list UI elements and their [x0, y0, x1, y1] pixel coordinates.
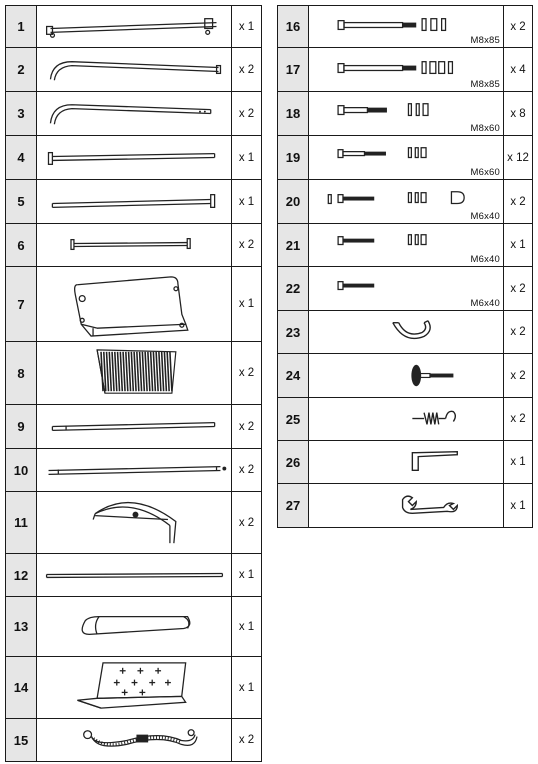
table-row	[6, 657, 262, 719]
frame-tube-icon	[37, 6, 232, 48]
bent-tube-icon	[37, 48, 232, 92]
part-quantity: x 2	[232, 719, 262, 762]
part-number: 25	[278, 398, 309, 441]
strap-icon	[37, 719, 232, 762]
part-quantity: x 8	[504, 92, 533, 136]
table-row	[278, 92, 533, 136]
part-quantity: x 2	[232, 342, 262, 405]
bolt-cap-nut-icon	[309, 180, 504, 224]
part-quantity: x 2	[232, 449, 262, 492]
table-row	[278, 180, 533, 224]
part-number: 4	[6, 136, 37, 180]
table-row	[278, 311, 533, 354]
pillow-icon	[37, 597, 232, 657]
part-number: 22	[278, 267, 309, 311]
part-number: 21	[278, 224, 309, 267]
part-quantity: x 1	[232, 597, 262, 657]
part-number: 9	[6, 405, 37, 449]
part-number: 8	[6, 342, 37, 405]
bolt-size-label: M8x85	[470, 79, 500, 90]
short-bar-icon	[37, 224, 232, 267]
straight-tube-flange-icon	[37, 180, 232, 224]
seat-frame-icon	[37, 267, 232, 342]
table-row	[6, 48, 262, 92]
table-row	[278, 441, 533, 484]
part-number: 20	[278, 180, 309, 224]
parts-table-right	[277, 5, 533, 528]
part-number: 26	[278, 441, 309, 484]
table-row	[6, 342, 262, 405]
part-quantity: x 2	[232, 92, 262, 136]
bolt-long-icon	[309, 48, 504, 92]
parts-table-left	[5, 5, 262, 762]
table-row	[278, 354, 533, 398]
part-number: 7	[6, 267, 37, 342]
table-row	[6, 405, 262, 449]
part-number: 15	[6, 719, 37, 762]
bolt-short-icon	[309, 267, 504, 311]
part-number: 17	[278, 48, 309, 92]
part-number: 18	[278, 92, 309, 136]
part-quantity: x 1	[232, 657, 262, 719]
table-row	[278, 484, 533, 528]
hook-icon	[309, 311, 504, 354]
table-row	[6, 180, 262, 224]
straight-tube-icon	[37, 136, 232, 180]
part-quantity: x 2	[504, 354, 533, 398]
bolt-long-icon	[309, 6, 504, 48]
part-number: 27	[278, 484, 309, 528]
part-number: 14	[6, 657, 37, 719]
part-number: 19	[278, 136, 309, 180]
part-quantity: x 2	[232, 405, 262, 449]
rod-icon	[37, 554, 232, 597]
part-number: 1	[6, 6, 37, 48]
part-number: 24	[278, 354, 309, 398]
part-quantity: x 1	[504, 441, 533, 484]
part-quantity: x 2	[232, 48, 262, 92]
part-quantity: x 1	[232, 136, 262, 180]
mesh-panel-icon	[37, 342, 232, 405]
bolt-size-label: M6x40	[470, 298, 500, 309]
part-quantity: x 2	[232, 224, 262, 267]
part-quantity: x 1	[232, 554, 262, 597]
part-quantity: x 2	[504, 267, 533, 311]
wrench-icon	[309, 484, 504, 528]
bolt-size-label: M6x60	[470, 167, 500, 178]
long-tube-joint-icon	[37, 449, 232, 492]
part-quantity: x 2	[504, 180, 533, 224]
table-row	[278, 398, 533, 441]
table-row	[278, 136, 533, 180]
part-number: 6	[6, 224, 37, 267]
part-quantity: x 1	[232, 6, 262, 48]
part-quantity: x 1	[504, 224, 533, 267]
table-row	[278, 224, 533, 267]
part-quantity: x 12	[504, 136, 533, 180]
part-quantity: x 1	[232, 267, 262, 342]
bolt-size-label: M6x40	[470, 254, 500, 265]
table-row	[6, 719, 262, 762]
bolt-short-icon	[309, 224, 504, 267]
table-row	[6, 449, 262, 492]
table-row	[6, 6, 262, 48]
table-row	[6, 224, 262, 267]
part-quantity: x 2	[504, 6, 533, 48]
table-row	[278, 48, 533, 92]
table-row	[6, 92, 262, 136]
table-row	[6, 136, 262, 180]
part-number: 11	[6, 492, 37, 554]
long-tube-icon	[37, 405, 232, 449]
table-row	[6, 597, 262, 657]
bolt-size-label: M6x40	[470, 211, 500, 222]
table-row	[278, 6, 533, 48]
part-quantity: x 2	[504, 311, 533, 354]
bolt-medium-icon	[309, 136, 504, 180]
table-row	[6, 267, 262, 342]
table-row	[6, 554, 262, 597]
part-number: 10	[6, 449, 37, 492]
part-quantity: x 2	[232, 492, 262, 554]
part-number: 13	[6, 597, 37, 657]
allen-key-icon	[309, 441, 504, 484]
part-number: 23	[278, 311, 309, 354]
bent-tube-holes-icon	[37, 92, 232, 136]
part-quantity: x 2	[504, 398, 533, 441]
knob-bolt-icon	[309, 354, 504, 398]
part-number: 16	[278, 6, 309, 48]
spring-hook-icon	[309, 398, 504, 441]
part-quantity: x 4	[504, 48, 533, 92]
part-number: 5	[6, 180, 37, 224]
part-quantity: x 1	[232, 180, 262, 224]
table-row	[278, 267, 533, 311]
part-quantity: x 1	[504, 484, 533, 528]
bolt-size-label: M8x60	[470, 123, 500, 134]
tufted-cushion-icon	[37, 657, 232, 719]
part-number: 12	[6, 554, 37, 597]
table-row	[6, 492, 262, 554]
part-number: 2	[6, 48, 37, 92]
bolt-medium-icon	[309, 92, 504, 136]
part-number: 3	[6, 92, 37, 136]
arc-bracket-icon	[37, 492, 232, 554]
bolt-size-label: M8x85	[470, 35, 500, 46]
